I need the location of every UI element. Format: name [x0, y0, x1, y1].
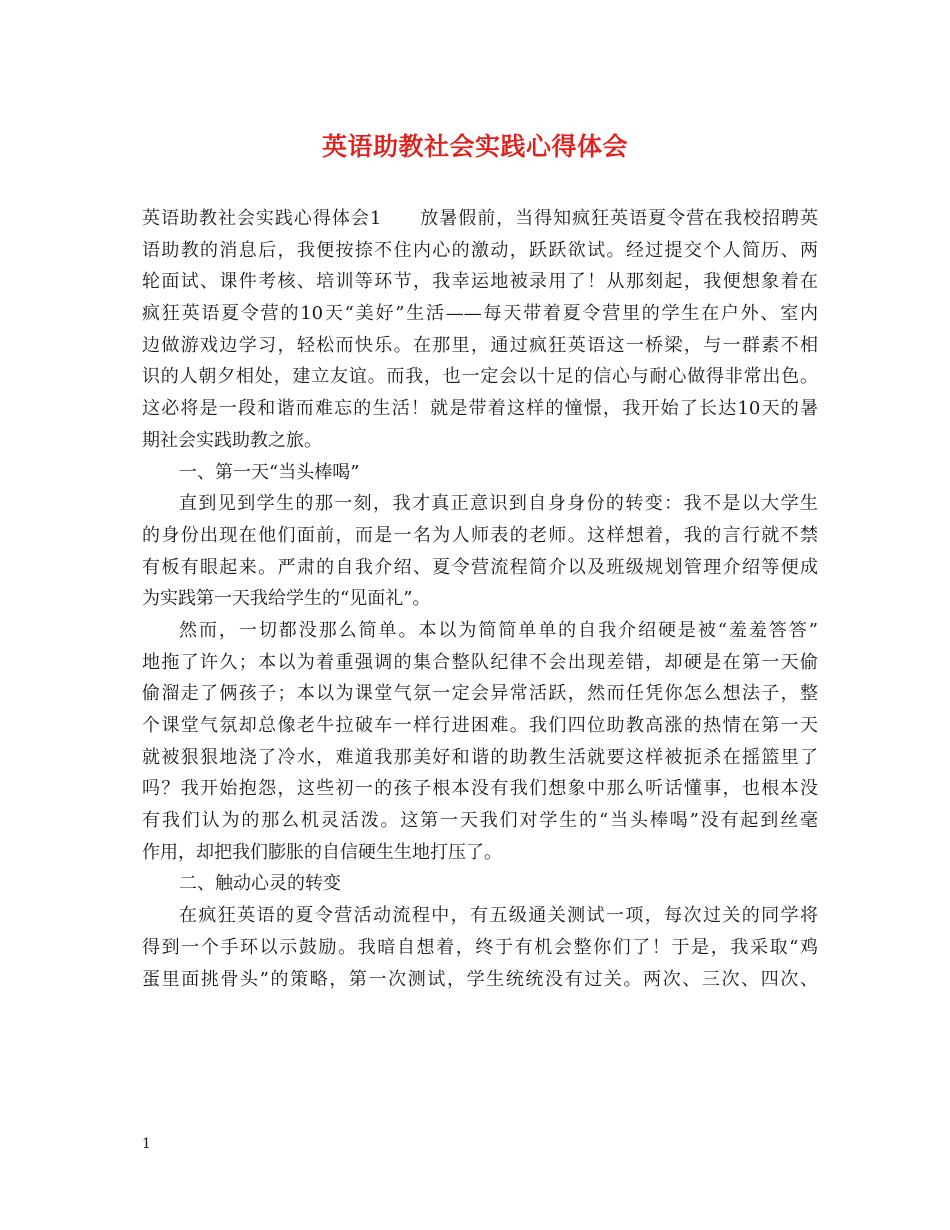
page-number: 1 [142, 1136, 151, 1152]
body-line: 偷溜走了俩孩子；本以为课堂气氛一定会异常活跃，然而任凭你怎么想法子，整 [142, 683, 818, 705]
body-line: 语助教的消息后，我便按捺不住内心的激动，跃跃欲试。经过提交个人简历、两 [142, 239, 818, 261]
body-line: 在疯狂英语的夏令营活动流程中，有五级通关测试一项，每次过关的同学将 [179, 905, 818, 927]
body-line: 一、第一天“当头棒喝” [179, 461, 360, 483]
body-line: 个课堂气氛却总像老牛拉破车一样行进困难。我们四位助教高涨的热情在第一天 [142, 715, 818, 736]
body-line: 然而，一切都没那么简单。本以为简简单单的自我介绍硬是被“羞羞答答” [179, 619, 818, 641]
body-line: 有板有眼起来。严肃的自我介绍、夏令营流程简介以及班级规划管理介绍等便成 [142, 556, 818, 578]
document-title: 英语助教社会实践心得体会 [321, 132, 628, 161]
body-line: 有我们认为的那么机灵活泼。这第一天我们对学生的“当头棒喝”没有起到丝毫 [142, 810, 818, 832]
body-line: 这必将是一段和谐而难忘的生活！就是带着这样的憧憬，我开始了长达10天的暑 [142, 398, 818, 420]
body-line: 蛋里面挑骨头”的策略，第一次测试，学生统统没有过关。两次、三次、四次、 [142, 968, 818, 990]
body-line: 为实践第一天我给学生的“见面礼”。 [142, 588, 431, 610]
document-body [142, 203, 818, 995]
body-line: 英语助教社会实践心得体会1 放暑假前，当得知疯狂英语夏令营在我校招聘英 [142, 208, 818, 229]
body-line: 直到见到学生的那一刻，我才真正意识到自身身份的转变：我不是以大学生 [179, 493, 818, 515]
body-line: 作用，却把我们膨胀的自信硬生生地打压了。 [142, 841, 502, 863]
body-line: 得到一个手环以示鼓励。我暗自想着，终于有机会整你们了！于是，我采取“鸡 [142, 936, 818, 958]
body-line: 吗？我开始抱怨，这些初一的孩子根本没有我们想象中那么听话懂事，也根本没 [142, 778, 818, 800]
body-line: 疯狂英语夏令营的10天“美好”生活——每天带着夏令营里的学生在户外、室内 [142, 303, 818, 325]
body-line: 轮面试、课件考核、培训等环节，我幸运地被录用了！从那刻起，我便想象着在 [142, 271, 818, 293]
body-line: 边做游戏边学习，轻松而快乐。在那里，通过疯狂英语这一桥梁，与一群素不相 [142, 334, 818, 356]
body-line: 二、触动心灵的转变 [179, 873, 341, 895]
body-line: 就被狠狠地浇了冷水，难道我那美好和谐的助教生活就要这样被扼杀在摇篮里了 [142, 746, 818, 768]
body-line: 地拖了许久；本以为着重强调的集合整队纪律不会出现差错，却硬是在第一天偷 [142, 651, 818, 673]
body-line: 识的人朝夕相处，建立友谊。而我，也一定会以十足的信心与耐心做得非常出色。 [142, 366, 818, 388]
body-line: 期社会实践助教之旅。 [142, 429, 322, 451]
body-line: 的身份出现在他们面前，而是一名为人师表的老师。这样想着，我的言行就不禁 [142, 524, 818, 546]
